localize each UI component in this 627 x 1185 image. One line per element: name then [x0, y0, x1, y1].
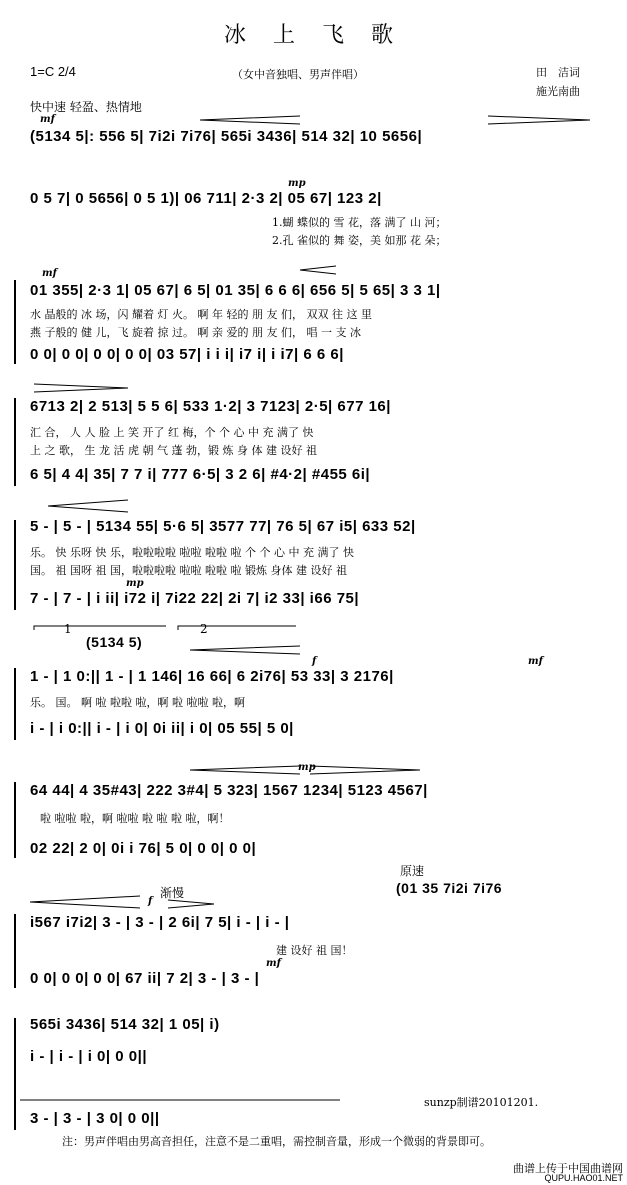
system-5-lyrics-verse-2: 国。 祖 国呀 祖 国，啦啦啦啦 啦啦 啦啦 啦 锻炼 身体 建 设好 祖 — [30, 564, 347, 577]
crescendo-hairpin — [300, 266, 336, 274]
system-3-lyrics-verse-1: 水 晶般的 冰 场，闪 耀着 灯 火。 啊 年 轻的 朋 友 们， 双双 往 这 里 — [30, 308, 372, 321]
system-6-lyrics: 乐。 国。 啊 啦 啦啦 啦，啊 啦 啦啦 啦，啊 — [30, 696, 245, 709]
system-9-harmony: i - | i - | i 0| 0 0|| — [30, 1048, 148, 1065]
system-6-melody: 1 - | 1 0:|| 1 - | 1 146| 16 66| 6 2i76| 53 33| 3 2176| — [30, 668, 394, 685]
system-2-lyrics-verse-1: 1.蝴 蝶似的 雪 花，落 满了 山 河； — [272, 216, 447, 229]
tempo-primo: 原速 — [400, 864, 425, 878]
crescendo-hairpin — [48, 500, 128, 512]
dynamic-mf: mf — [266, 958, 281, 969]
system-5-melody: 5 - | 5 - | 5134 55| 5·6 5| 3577 77| 76 5| 67 i5| 633 52| — [30, 518, 416, 535]
dynamic-f: f — [148, 896, 153, 907]
dynamic-f: f — [312, 656, 317, 667]
system-8-melody: i567 i7i2| 3 - | 3 - | 2 6i| 7 5| i - | i - | — [30, 914, 290, 931]
decrescendo-hairpin — [488, 116, 590, 124]
ritardando: 渐慢 — [160, 886, 185, 900]
dynamic-mp: mp — [126, 578, 144, 589]
tempo-marking: 快中速 轻盈、热情地 — [30, 100, 142, 114]
footnote: 注：男声伴唱由男高音担任，注意不是二重唱，需控制音量，形成一个微弱的背景即可。 — [62, 1135, 491, 1148]
decrescendo-hairpin — [168, 900, 214, 908]
system-3-harmony: 0 0| 0 0| 0 0| 0 0| 03 57| i i i| i7 i| i i7| 6 6 6| — [30, 346, 344, 363]
volta-2-bracket — [178, 626, 296, 630]
dynamic-mf: mf — [42, 268, 57, 279]
system-4-lyrics-verse-1: 汇 合， 人 人 脸 上 笑 开了 红 梅，个 个 心 中 充 满了 快 — [30, 426, 314, 439]
dynamic-mp: mp — [288, 178, 306, 189]
decrescendo-hairpin — [34, 384, 128, 392]
dynamic-mp: mp — [298, 762, 316, 773]
system-7-harmony: 02 22| 2 0| 0i i 76| 5 0| 0 0| 0 0| — [30, 840, 257, 857]
lyricist-credit: 田 洁词 — [536, 66, 580, 79]
system-1-melody: (5134 5|: 556 5| 7i2i 7i76| 565i 3436| 514 32| 10 5656| — [30, 128, 423, 145]
page-title: 冰 上 飞 歌 — [224, 23, 403, 48]
system-7-melody: 64 44| 4 35#43| 222 3#4| 5 323| 1567 1234| 5123 4567| — [30, 782, 428, 799]
system-9-bass: 3 - | 3 - | 3 0| 0 0|| — [30, 1110, 160, 1127]
dynamic-mf: mf — [528, 656, 543, 667]
crescendo-hairpin — [200, 116, 300, 124]
system-8-intro: (01 35 7i2i 7i76 — [396, 880, 503, 896]
decrescendo-hairpin — [310, 766, 420, 774]
watermark-url: QUPU.HAO01.NET — [544, 1173, 623, 1183]
composer-credit: 施光南曲 — [536, 85, 580, 98]
system-3-melody: 01 355| 2·3 1| 05 67| 6 5| 01 35| 6 6 6| 656 5| 5 65| 3 3 1| — [30, 282, 441, 299]
crescendo-hairpin — [190, 646, 300, 654]
system-2-melody: 0 5 7| 0 5656| 0 5 1)| 06 711| 2·3 2| 05 67| 123 2| — [30, 190, 382, 207]
volta-2: 2 — [200, 622, 208, 636]
system-5-lyrics-verse-1: 乐。 快 乐呀 快 乐，啦啦啦啦 啦啦 啦啦 啦 个 个 心 中 充 满了 快 — [30, 546, 354, 559]
system-9-melody: 565i 3436| 514 32| 1 05| i) — [30, 1016, 220, 1033]
volta-1-bracket — [34, 626, 166, 630]
system-5-harmony: 7 - | 7 - | i ii| i72 i| 7i22 22| 2i 7| i2 33| i66 75| — [30, 590, 360, 607]
system-4-melody: 6713 2| 2 513| 5 5 6| 533 1·2| 3 7123| 2·5| 677 16| — [30, 398, 391, 415]
system-6-harmony: i - | i 0:|| i - | i 0| 0i ii| i 0| 05 55| 5 0| — [30, 720, 294, 737]
system-2-lyrics-verse-2: 2.孔 雀似的 舞 姿，美 如那 花 朵； — [272, 234, 447, 247]
system-8-lyrics: 建 设好 祖 国！ — [276, 944, 353, 957]
system-4-lyrics-verse-2: 上 之 歌， 生 龙 活 虎 朝 气 蓬 勃，锻 炼 身 体 建 设好 祖 — [30, 444, 317, 457]
crescendo-hairpin — [30, 896, 140, 908]
transcriber-credit: sunzp制谱20101201. — [424, 1096, 539, 1109]
volta-1: 1 — [64, 622, 72, 636]
crescendo-hairpin — [190, 766, 300, 774]
system-4-harmony: 6 5| 4 4| 35| 7 7 i| 777 6·5| 3 2 6| #4·2| #455 6i| — [30, 466, 371, 483]
system-6-intro: (5134 5) — [86, 634, 143, 650]
dynamic-mf: mf — [40, 114, 55, 125]
system-3-lyrics-verse-2: 燕 子般的 健 儿，飞 旋着 掠 过。 啊 亲 爱的 朋 友 们， 唱 一 支 冰 — [30, 326, 361, 339]
subtitle: （女中音独唱、男声伴唱） — [232, 68, 364, 81]
system-8-harmony: 0 0| 0 0| 0 0| 67 ii| 7 2| 3 - | 3 - | — [30, 970, 260, 987]
system-7-lyrics: 啦 啦啦 啦，啊 啦啦 啦 啦 啦 啦，啊！ — [40, 812, 230, 825]
key-signature: 1=C 2/4 — [30, 64, 76, 79]
watermark-site: 曲谱上传于中国曲谱网 — [513, 1163, 623, 1175]
